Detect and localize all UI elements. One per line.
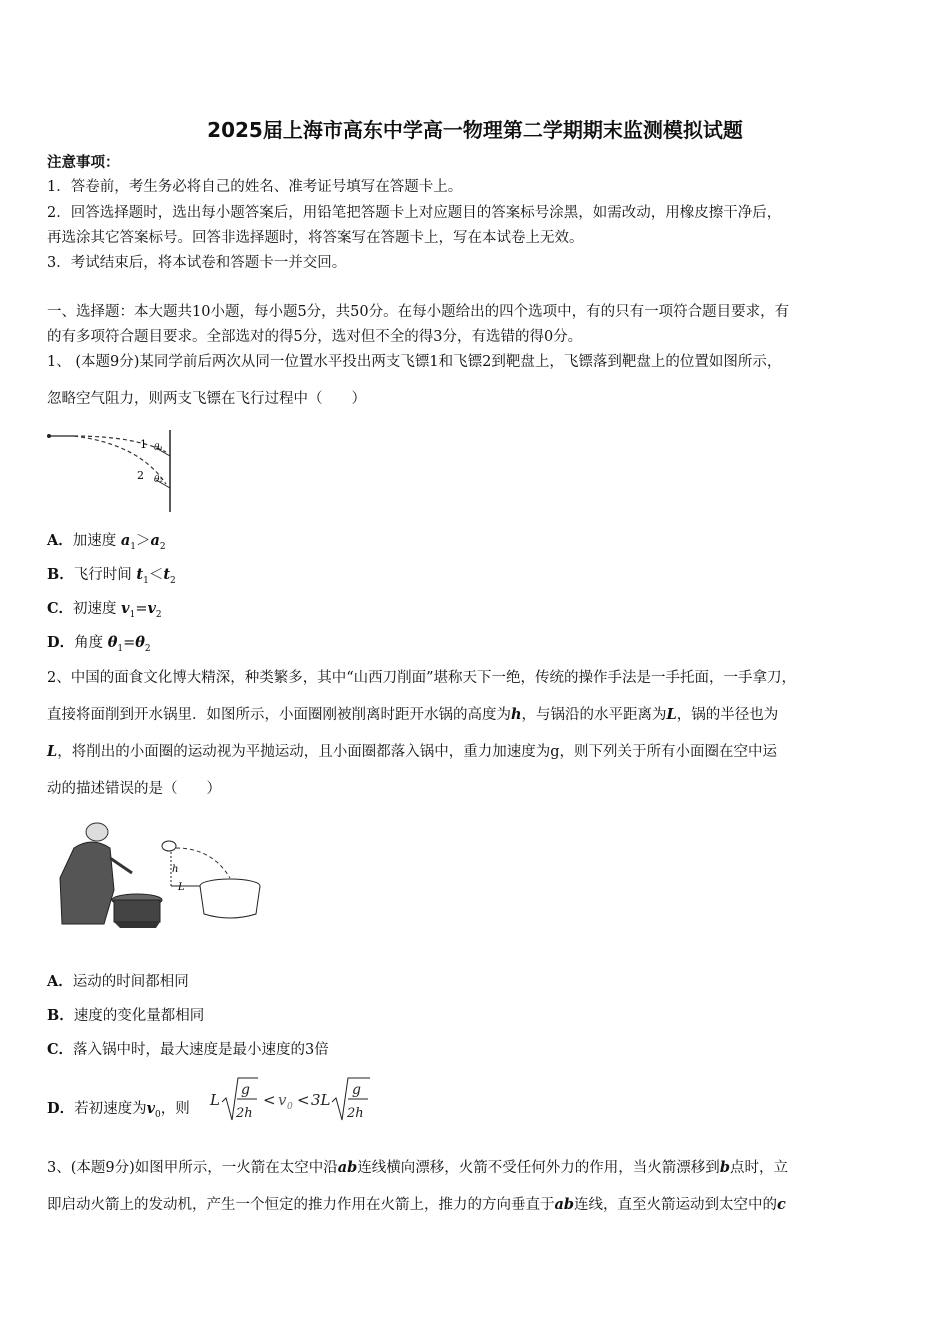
q1-stem-1: 1、 (本题9分)某同学前后两次从同一位置水平投出两支飞镖1和飞镖2到靶盘上，飞镖落到靶盘上的位置如图所示，: [47, 354, 782, 370]
formula-g2: g: [352, 1082, 361, 1098]
formula-lt2: <: [297, 1091, 310, 1109]
q1-dart-figure: [44, 426, 184, 514]
q2-stem-4: 动的描述错误的是（ ）: [47, 781, 221, 797]
sub: 2: [144, 643, 151, 654]
var: ab: [554, 1196, 575, 1213]
q3-stem-1: [47, 1158, 788, 1178]
option-label: D．: [47, 1100, 75, 1117]
q2-stem-1: 2、中国的面食文化博大精深，种类繁多，其中“山西刀削面”堪称天下一绝，传统的操作手法是一手托面，一手拿刀，: [47, 670, 797, 686]
q2-option-d[interactable]: [47, 1099, 190, 1125]
q1-option-d[interactable]: [47, 633, 151, 659]
formula-lt: <: [263, 1091, 276, 1109]
option-text: 加速度: [72, 533, 117, 549]
sub: 2: [159, 541, 166, 552]
option-label: B．: [47, 1007, 74, 1024]
var: v: [121, 600, 130, 617]
option-label: D．: [47, 634, 75, 651]
q1-fig-theta1: θ₁: [154, 443, 164, 453]
text: 点时，立: [729, 1160, 788, 1176]
q1-fig-label-2: 2: [137, 469, 144, 482]
text: 连线，直至火箭运动到太空中的: [574, 1197, 778, 1213]
q3-stem-2: [47, 1195, 786, 1215]
formula-v-sub: 0: [287, 1102, 293, 1112]
option-text: 飞行时间: [73, 567, 132, 583]
section-instructions-2: 的有多项符合题目要求。全部选对的得5分，选对但不全的得3分，有选错的得0分。: [47, 329, 583, 345]
sub: 2: [155, 609, 162, 620]
var: ab: [337, 1159, 358, 1176]
var: a: [150, 532, 160, 549]
option-text: 初速度: [73, 601, 117, 617]
q2-stem-2: [47, 705, 778, 725]
option-text: 若初速度为: [74, 1101, 147, 1117]
option-label: C．: [47, 1041, 74, 1058]
option-label: A．: [47, 532, 73, 549]
formula-L: L: [210, 1091, 220, 1109]
notice-item-2-cont: 再选涂其它答案标号。回答非选择题时，将答案写在答题卡上，写在本试卷上无效。: [47, 230, 584, 246]
var: h: [511, 706, 522, 723]
text: 连线横向漂移，火箭不受任何外力的作用，当火箭漂移到: [357, 1160, 720, 1176]
text: 即启动火箭上的发动机，产生一个恒定的推力作用在火箭上，推力的方向垂直于: [47, 1197, 555, 1213]
option-text: 落入锅中时，最大速度是最小速度的3倍: [73, 1042, 329, 1058]
option-text: 角度: [74, 635, 104, 651]
option-text: 运动的时间都相同: [72, 974, 189, 990]
text: ，与锅沿的水平距离为: [521, 707, 667, 723]
q2-stem-3: [47, 742, 777, 762]
rel: =: [123, 635, 136, 651]
var: b: [719, 1159, 730, 1176]
var: a: [120, 532, 131, 549]
option-label: C．: [47, 600, 74, 617]
q2-fig-label-l1: L: [178, 882, 185, 893]
sub: 1: [117, 643, 124, 654]
formula-g: g: [241, 1082, 250, 1098]
var: θ: [135, 634, 145, 651]
notice-item-2: 2．回答选择题时，选出每小题答案后，用铅笔把答题卡上对应题目的答案标号涂黑，如需改动，用橡皮擦干净后，: [47, 205, 782, 221]
rel: ＜: [148, 567, 164, 583]
text: ，锅的半径也为: [676, 707, 779, 723]
formula-2h: 2h: [236, 1106, 253, 1121]
sub: 1: [129, 609, 136, 620]
q1-fig-theta2: θ₂: [154, 475, 164, 485]
section-instructions-1: 一、选择题：本大题共10小题，每小题5分，共50分。在每小题给出的四个选项中，有的只有一项符合题目要求，有: [47, 304, 790, 320]
rel: ＞: [136, 533, 151, 549]
page-title: 2025届上海市高东中学高一物理第二学期期末监测模拟试题: [207, 118, 743, 142]
q2-noodle-figure: [52, 818, 267, 930]
option-label: B．: [47, 566, 74, 583]
formula-v: v: [278, 1091, 287, 1109]
notice-item-3: 3．考试结束后，将本试卷和答题卡一并交回。: [47, 255, 347, 271]
q2-fig-label-h: h: [172, 864, 179, 875]
q1-option-b[interactable]: [47, 565, 176, 591]
var: t: [136, 566, 144, 583]
notice-heading: 注意事项：: [47, 154, 120, 171]
q1-fig-label-1: 1: [140, 438, 147, 451]
text: 直接将面削到开水锅里．如图所示，小面圈刚被削离时距开水锅的高度为: [47, 707, 511, 723]
sub: 2: [170, 575, 176, 586]
var: v: [147, 600, 156, 617]
text: ，将削出的小面圈的运动视为平抛运动，且小面圈都落入锅中，重力加速度为g，则下列关于所有小面圈在空中运: [57, 744, 777, 760]
option-label: A．: [47, 973, 73, 990]
q2-option-b[interactable]: [47, 1006, 204, 1026]
notice-item-1: 1．答卷前，考生务必将自己的姓名、准考证号填写在答题卡上。: [47, 179, 463, 195]
var: v: [146, 1100, 156, 1117]
var: L: [47, 743, 58, 760]
sub: 1: [130, 541, 137, 552]
sub: 0: [155, 1109, 161, 1120]
formula-2h2: 2h: [347, 1106, 364, 1121]
option-text: 速度的变化量都相同: [73, 1008, 205, 1024]
var: t: [163, 566, 171, 583]
rel: =: [135, 601, 148, 617]
q2-option-a[interactable]: [47, 972, 189, 992]
option-text: ，则: [160, 1101, 190, 1117]
var: L: [666, 706, 677, 723]
q1-option-a[interactable]: [47, 531, 166, 557]
q1-stem-2: 忽略空气阻力，则两支飞镖在飞行过程中（ ）: [47, 391, 366, 407]
sub: 1: [143, 575, 149, 586]
text: 3、(本题9分)如图甲所示，一火箭在太空中沿: [47, 1160, 338, 1176]
var: c: [777, 1196, 786, 1213]
q2-option-d-formula: [208, 1074, 378, 1126]
var: θ: [107, 634, 118, 651]
q1-option-c[interactable]: [47, 599, 162, 625]
formula-3L: 3L: [311, 1091, 331, 1109]
q2-option-c[interactable]: [47, 1040, 329, 1060]
